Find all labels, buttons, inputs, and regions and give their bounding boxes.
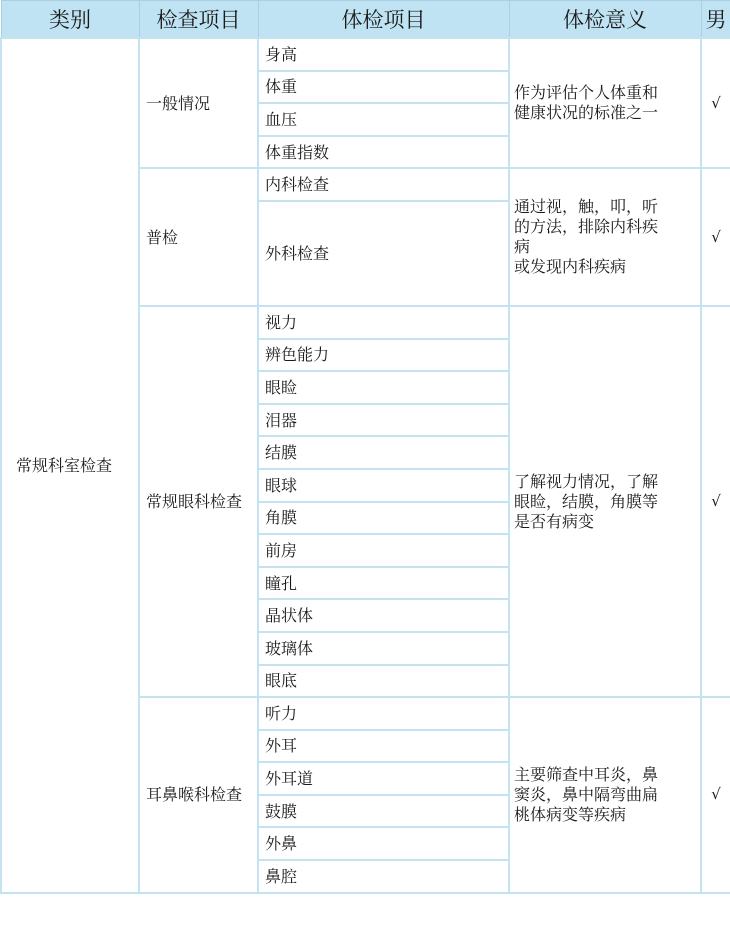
exam-item: 外耳 [258,730,509,763]
table-row [1,38,730,71]
meaning-line: 通过视，触，叩，听 [514,197,659,217]
exam-item: 体重 [258,71,509,104]
group-name: 普检 [139,168,258,306]
exam-item: 前房 [258,534,509,567]
male-check: √ [701,306,730,697]
meaning-line: 眼睑，结膜，角膜等 [514,491,659,511]
exam-item: 结膜 [258,436,509,469]
exam-item: 鼻腔 [258,860,509,893]
group-name: 一般情况 [139,38,258,168]
exam-item: 眼睑 [258,371,509,404]
exam-item: 泪器 [258,404,509,437]
exam-item: 鼓膜 [258,795,509,828]
meaning-line: 健康状况的标准之一 [514,103,659,123]
meaning-line: 窦炎，鼻中隔弯曲扁 [514,784,659,804]
header-check-item: 检查项目 [139,1,258,39]
meaning-line: 作为评估个人体重和 [514,83,659,103]
header-category: 类别 [1,1,139,39]
header-row [1,1,730,39]
header-meaning: 体检意义 [509,1,701,39]
meaning-line: 病 [514,237,531,257]
exam-item: 外科检查 [258,201,509,306]
group-name: 耳鼻喉科检查 [139,697,258,893]
exam-item: 体重指数 [258,136,509,169]
meaning-line: 主要筛查中耳炎，鼻 [514,764,659,784]
exam-item: 角膜 [258,502,509,535]
exam-item: 身高 [258,38,509,71]
exam-item: 眼球 [258,469,509,502]
exam-item: 外耳道 [258,762,509,795]
exam-item: 瞳孔 [258,567,509,600]
meaning-cell [509,697,701,893]
exam-item: 玻璃体 [258,632,509,665]
meaning-line: 的方法，排除内科疾 [514,217,659,237]
group-name: 常规眼科检查 [139,306,258,697]
meaning-line: 桃体病变等疾病 [514,804,627,824]
category-cell: 常规科室检查 [1,38,139,893]
male-check: √ [701,168,730,306]
exam-item: 听力 [258,697,509,730]
male-check: √ [701,697,730,893]
meaning-cell [509,306,701,697]
exam-item: 视力 [258,306,509,339]
exam-item: 辨色能力 [258,339,509,372]
exam-item: 晶状体 [258,599,509,632]
header-exam-item: 体检项目 [258,1,509,39]
exam-item: 血压 [258,103,509,136]
meaning-cell [509,38,701,168]
meaning-line: 了解视力情况，了解 [514,471,659,491]
exam-item: 眼底 [258,665,509,698]
header-male: 男 [701,1,730,39]
meaning-line: 或发现内科疾病 [514,257,627,277]
male-check: √ [701,38,730,168]
meaning-line: 是否有病变 [514,511,595,531]
meaning-cell [509,168,701,306]
exam-item: 内科检查 [258,168,509,201]
exam-item: 外鼻 [258,827,509,860]
